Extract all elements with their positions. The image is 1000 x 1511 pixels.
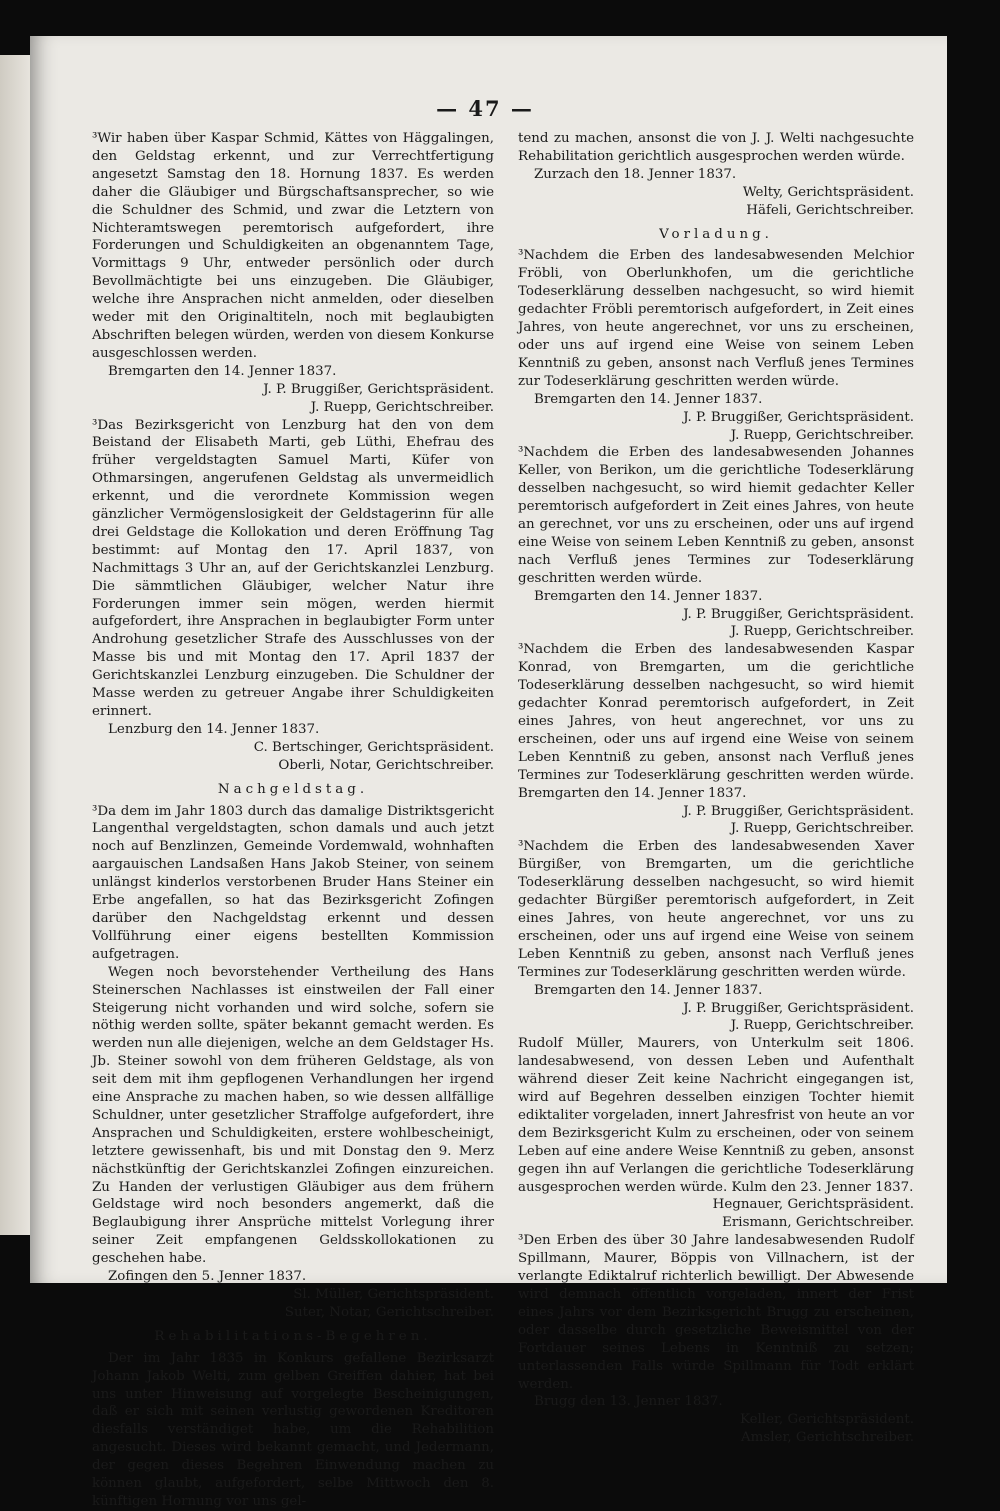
keller-signature-2: J. Ruepp, Gerichtschreiber.: [730, 624, 914, 640]
steiner-notice-2: Wegen noch bevorstehender Vertheilung des Hans Steinerschen Nachlasses ist einstweilen der Fall einer Steigerung nicht vorhanden und wird solche, sofern sie nöthig werden sollte, später bekannt gemacht werden. Es werden nun alle diejenigen, welche an dem Geldstager Hs. Jb. Steiner sowohl von dem früheren Geldstage, als von seit dem mit ihm gepflogenen Verhandlungen her irgend eine Ansprache zu machen haben, so wie dessen allfällige Schuldner, unter gesetzlicher Straffolge aufgefordert, ihre Ansprachen und Schuldigkeiten, erstere wohlbescheinigt, letztere gewissenhaft, bis und mit Donstag den 9. Merz nächstkünftig der Gerichtskanzlei Zofingen einzureichen. Zu Handen der verlustigen Gläubiger aus dem frühern Geldstage wird noch besonders angemerkt, daß die Beglaubigung ihrer Ansprüche mittelst Vorlegung ihrer seiner Zeit empfangenen Geldsskollokationen zu geschehen habe.: [92, 964, 494, 1267]
spillmann-notice: ³Den Erben des über 30 Jahre landesabwesenden Rudolf Spillmann, Maurer, Böppis von Villnachern, ist der verlangte Ediktalruf richterlich bewilligt. Der Abwesende wird demnach öffentlich vorgeladen, innert der Frist eines Jahrs vor dem Bezirksgericht Brugg zu erscheinen, oder dasselbe durch gesetzliche Beweismittel von der Fortdauer seines Lebens in Kenntniß zu setzen; unterlassenden Falls würde Spillmann für Todt erklärt werden.: [518, 1233, 914, 1392]
froebli-signature-1: J. P. Bruggißer, Gerichtspräsident.: [683, 409, 914, 425]
steiner-date: Zofingen den 5. Jenner 1837.: [108, 1269, 307, 1285]
schmid-signature-1: J. P. Bruggißer, Gerichtspräsident.: [263, 381, 494, 397]
buergisser-notice: ³Nachdem die Erben des landesabwesenden Xaver Bürgißer, von Bremgarten, um die gerichtliche Todeserklärung desselben nachgesucht, so wird hiemit gedachter Bürgißer peremtorisch aufgefordert, in Zeit eines Jahres, von heute angerechnet, vor uns zu erscheinen, oder uns auf irgend eine Weise von seinem Leben Kenntniß zu geben, ansonst nach Verfluß jenes Termines zur Todeserklärung geschritten werden würde.: [518, 839, 914, 980]
schmid-signature-2: J. Ruepp, Gerichtschreiber.: [310, 399, 494, 415]
buergisser-date: Bremgarten den 14. Jenner 1837.: [534, 982, 763, 998]
keller-notice: ³Nachdem die Erben des landesabwesenden Johannes Keller, von Berikon, um die gerichtliche Todeserklärung desselben nachgesucht, so wird hiemit gedachter Keller peremtorisch aufgefordert in Zeit eines Jahres, von heute an gerechnet, vor uns zu erscheinen, oder uns auf irgend eine Weise von seinem Leben Kenntniß zu geben, ansonst nach Verfluß jenes Termines zur Todeserklärung geschritten werden würde.: [518, 445, 914, 586]
konrad-signature-1: J. P. Bruggißer, Gerichtspräsident.: [683, 803, 914, 819]
konrad-notice: ³Nachdem die Erben des landesabwesenden Kaspar Konrad, von Bremgarten, um die gerichtliche Todeserklärung desselben nachgesucht, so wird hiemit gedachter Konrad peremtorisch aufgefordert, in Zeit eines Jahres, von heut angerechnet, vor uns zu erscheinen, oder uns auf irgend eine Weise von seinem Leben Kenntniß zu geben, ansonst nach Verfluß jenes Termines zur Todeserklärung geschritten werden würde. Bremgarten den 14. Jenner 1837.: [518, 642, 914, 801]
newspaper-page: [30, 36, 947, 1509]
welti-notice-continued: tend zu machen, ansonst die von J. J. Welti nachgesuchte Rehabilitation gerichtlich ausgesprochen werden würde.: [518, 131, 914, 164]
welti-signature-1: Welty, Gerichtspräsident.: [742, 184, 914, 200]
welti-notice: Der im Jahr 1835 in Konkurs gefallene Bezirksarzt Johann Jakob Welti, zum gelben Greiffen dahier, hat bei uns unter Hinweisung auf vorgelegte Bescheinigungen, daß er sich mit seinen verlustig gewordenen Kreditoren diesfalls verständiget habe, um die Rehabilition angesucht. Dieses wird bekannt gemacht, und Jedermann, der gegen dieses Begehren Einwendung machen zu können glaubt, aufgefordert, selbe Mittwoch den 8. künftigen Hornung vor uns gel-: [92, 1350, 494, 1509]
spillmann-date: Brugg den 13. Jenner 1837.: [534, 1394, 723, 1410]
konrad-signature-2: J. Ruepp, Gerichtschreiber.: [730, 821, 914, 837]
marti-date: Lenzburg den 14. Jenner 1837.: [108, 721, 320, 737]
welti-date: Zurzach den 18. Jenner 1837.: [534, 166, 737, 182]
vorladung-heading: Vorladung.: [659, 226, 773, 242]
rehabilitation-heading: Rehabilitations-Begehren.: [154, 1328, 432, 1344]
spillmann-signature-1: Keller, Gerichtspräsident.: [739, 1412, 914, 1428]
buergisser-signature-1: J. P. Bruggißer, Gerichtspräsident.: [683, 1000, 914, 1016]
steiner-signature-1: Sl. Müller, Gerichtspräsident.: [293, 1287, 494, 1302]
left-column: [92, 130, 494, 1511]
mueller-signature-2: Erismann, Gerichtschreiber.: [722, 1215, 914, 1231]
spillmann-signature-2: Amsler, Gerichtschreiber.: [741, 1430, 914, 1446]
mueller-signature-1: Hegnauer, Gerichtspräsident.: [712, 1197, 914, 1213]
page-number: — 47 —: [436, 96, 534, 121]
steiner-notice-1: ³Da dem im Jahr 1803 durch das damalige Distriktsgericht Langenthal vergeldstagten, schon damals und auch jetzt noch auf Benzlinzen, Gemeinde Vordemwald, wohnhaften aargauischen Landsaßen Hans Jakob Steiner, von seinem unlängst kinderlos verstorbenen Bruder Hans Steiner ein Erbe angefallen, so hat das Bezirksgericht Zofingen darüber den Nachgeldstag erkennt und dessen Vollführung einer eigens bestellten Kommission aufgetragen.: [92, 803, 494, 962]
schmid-date: Bremgarten den 14. Jenner 1837.: [108, 363, 337, 379]
keller-date: Bremgarten den 14. Jenner 1837.: [534, 588, 763, 604]
steiner-signature-2: Suter, Notar, Gerichtschreiber.: [284, 1304, 494, 1320]
marti-signature-1: C. Bertschinger, Gerichtspräsident.: [253, 739, 494, 755]
marti-signature-2: Oberli, Notar, Gerichtschreiber.: [278, 757, 494, 773]
froebli-signature-2: J. Ruepp, Gerichtschreiber.: [730, 427, 914, 443]
marti-notice: ³Das Bezirksgericht von Lenzburg hat den von dem Beistand der Elisabeth Marti, geb Lüthi, Ehefrau des früher vergeldstagten Samuel Marti, Küfer von Othmarsingen, angerufenen Geldstag als unvermeidlich erkennt, und die verordnete Kommission wegen gänzlicher Vermögenslosigkeit der Geldstagerinn für alle drei Geldstage die Kollokation und deren Eröffnung Tag bestimmt: auf Montag den 17. April 1837, von Nachmittags 3 Uhr an, auf der Gerichtskanzlei Lenzburg. Die sämmtlichen Gläubiger, welcher Natur ihre Forderungen immer sein mögen, werden hiermit aufgefordert, ihre Ansprachen in beglaubigter Form unter Androhung gesetzlicher Strafe des Ausschlusses von der Masse bis und mit Montag den 17. April 1837 der Gerichtskanzlei Lenzburg einzugeben. Die Schuldner der Masse werden zu getreuer Angabe ihrer Schuldigkeiten erinnert.: [92, 417, 494, 719]
schmid-notice: ³Wir haben über Kaspar Schmid, Kättes von Häggalingen, den Geldstag erkennt, und zur Verrechtfertigung angesetzt Samstag den 18. Hornung 1837. Es werden daher die Gläubiger und Bürgschaftsansprecher, so wie die Schuldner des Schmid, und zwar die Letztern von Nichteramtswegen peremtorisch aufgefordert, ihre Forderungen und Schuldigkeiten an obgenanntem Tage, Vormittags 9 Uhr, entweder persönlich oder durch Bevollmächtigte bei uns einzugeben. Die Gläubiger, welche ihre Ansprachen nicht anmelden, oder dieselben weder mit den Originaltiteln, noch mit beglaubigten Abschriften belegen würden, werden von diesem Konkurse ausgeschlossen werden.: [92, 131, 494, 361]
froebli-date: Bremgarten den 14. Jenner 1837.: [534, 391, 763, 407]
buergisser-signature-2: J. Ruepp, Gerichtschreiber.: [730, 1018, 914, 1034]
right-column: [518, 130, 914, 1447]
froebli-notice: ³Nachdem die Erben des landesabwesenden Melchior Fröbli, von Oberlunkhofen, um die gerichtliche Todeserklärung desselben nachgesucht, so wird hiemit gedachter Fröbli peremtorisch aufgefordert, in Zeit eines Jahres, von heute angerechnet, vor uns zu erscheinen, oder uns auf irgend eine Weise von seinem Leben Kenntniß zu geben, ansonst nach Verfluß jenes Termines zur Todeserklärung geschritten werden würde.: [518, 248, 914, 389]
welti-signature-2: Häfeli, Gerichtschreiber.: [746, 202, 914, 218]
nachgeldstag-heading: Nachgeldstag.: [217, 781, 369, 797]
keller-signature-1: J. P. Bruggißer, Gerichtspräsident.: [683, 606, 914, 622]
mueller-notice: Rudolf Müller, Maurers, von Unterkulm seit 1806. landesabwesend, von dessen Leben und Aufenthalt während dieser Zeit keine Nachricht eingegangen ist, wird auf Begehren desselben einzigen Tochter hiemit ediktaliter vorgeladen, innert Jahresfrist von heute an vor dem Bezirksgericht Kulm zu erscheinen, oder von seinem Leben auf eine andere Weise Kenntniß zu geben, ansonst gegen ihn auf Verlangen die gerichtliche Todeserklärung ausgesprochen werden würde. Kulm den 23. Jenner 1837.: [518, 1036, 914, 1195]
